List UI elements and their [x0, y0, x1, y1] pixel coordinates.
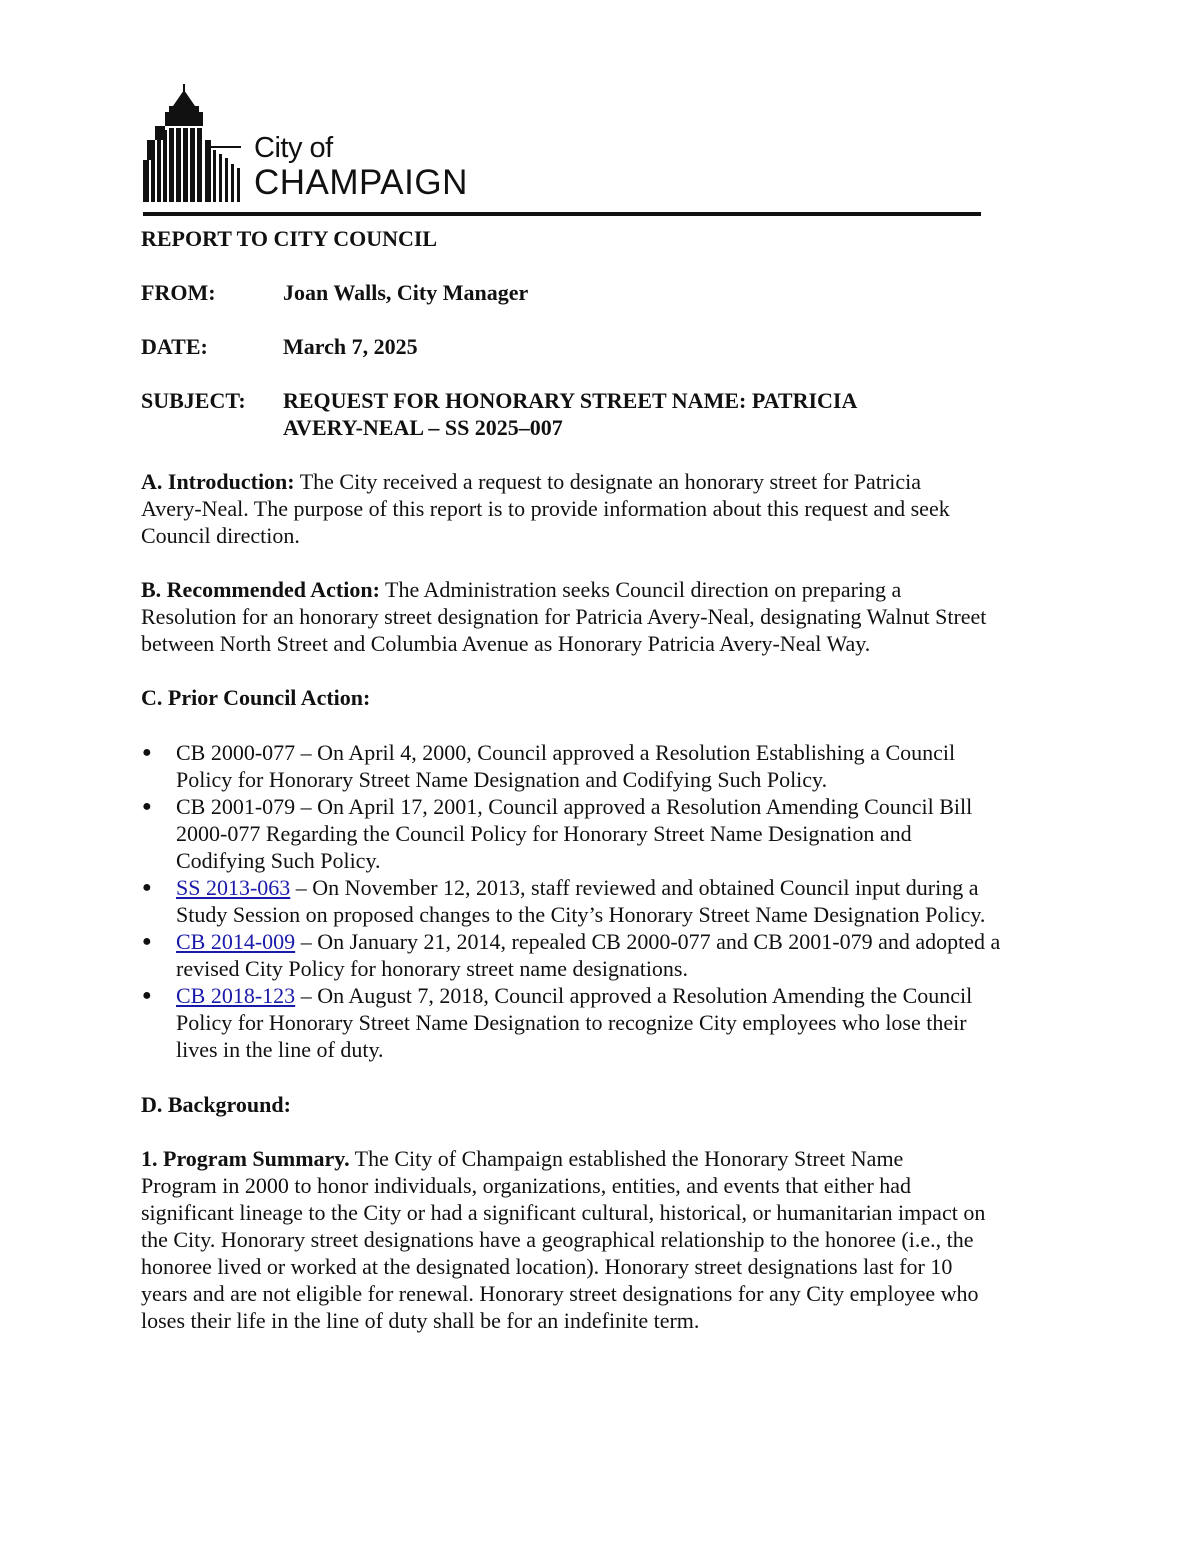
- list-item-line: lives in the line of duty.: [176, 1037, 384, 1062]
- introduction-line-2: Avery-Neal. The purpose of this report is to provide information about this request and seek: [141, 496, 950, 521]
- cb-2018-123-link[interactable]: CB 2018-123: [176, 983, 296, 1008]
- background-heading: D. Background:: [141, 1092, 291, 1117]
- list-item-text: – On January 21, 2014, repealed CB 2000-077 and CB 2001-079 and adopted a: [295, 929, 1001, 954]
- list-item-line: 2000-077 Regarding the Council Policy for Honorary Street Name Designation and: [176, 821, 912, 846]
- recommended-action-line-3: between North Street and Columbia Avenue as Honorary Patricia Avery-Neal Way.: [141, 631, 871, 656]
- list-item-line: revised City Policy for honorary street name designations.: [176, 956, 688, 981]
- prior-council-action-heading: C. Prior Council Action:: [141, 685, 371, 710]
- program-summary-line-2: Program in 2000 to honor individuals, organizations, entities, and events that either had: [141, 1173, 912, 1198]
- logo-wordmark: [254, 134, 468, 200]
- list-item-line: Policy for Honorary Street Name Designation and Codifying Such Policy.: [176, 767, 828, 792]
- ss-2013-063-link[interactable]: SS 2013-063: [176, 875, 291, 900]
- subject-value-line1: REQUEST FOR HONORARY STREET NAME: PATRICIA: [283, 388, 858, 413]
- date-label: DATE:: [141, 334, 208, 359]
- recommended-action-heading: B. Recommended Action:: [141, 577, 380, 602]
- recommended-action-line-2: Resolution for an honorary street designation for Patricia Avery-Neal, designating Walnut Street: [141, 604, 987, 629]
- list-item-line: [176, 982, 1071, 1009]
- program-summary-heading: 1. Program Summary.: [141, 1146, 350, 1171]
- recommended-action-line-1: [141, 576, 901, 603]
- list-item-line: Policy for Honorary Street Name Designation to recognize City employees who lose their: [176, 1010, 967, 1035]
- introduction-text-1: The City received a request to designate an honorary street for Patricia: [294, 469, 921, 494]
- introduction-line-1: [141, 468, 921, 495]
- report-title: REPORT TO CITY COUNCIL: [141, 226, 438, 251]
- introduction-heading: A. Introduction:: [141, 469, 295, 494]
- list-item-text: – On November 12, 2013, staff reviewed and obtained Council input during a: [290, 875, 979, 900]
- bullet-icon: ●: [142, 933, 152, 950]
- logo-champaign: CHAMPAIGN: [254, 163, 468, 202]
- cb-2014-009-link[interactable]: CB 2014-009: [176, 929, 296, 954]
- list-item-line: Codifying Such Policy.: [176, 848, 381, 873]
- bullet-icon: ●: [142, 798, 152, 815]
- list-item-line: CB 2000-077 – On April 4, 2000, Council approved a Resolution Establishing a Council: [176, 740, 956, 765]
- list-item: [141, 874, 1071, 928]
- introduction-line-3: Council direction.: [141, 523, 300, 548]
- program-summary-line-3: significant lineage to the City or had a significant cultural, historical, or humanitarian impact on: [141, 1200, 986, 1225]
- date-value: March 7, 2025: [283, 334, 418, 359]
- list-item-line: CB 2001-079 – On April 17, 2001, Council approved a Resolution Amending Council Bill: [176, 794, 973, 819]
- list-item-line: [176, 928, 1071, 955]
- program-summary-line-5: honoree lived or worked at the designated location). Honorary street designations last for 10: [141, 1254, 953, 1279]
- subject-label: SUBJECT:: [141, 388, 246, 413]
- list-item-line: [176, 874, 1071, 901]
- bullet-icon: ●: [142, 987, 152, 1004]
- list-item: [141, 928, 1071, 982]
- from-label: FROM:: [141, 280, 216, 305]
- city-logo: [143, 84, 483, 208]
- bullet-icon: ●: [142, 744, 152, 761]
- program-summary-line-1: [141, 1145, 903, 1172]
- recommended-action-text-1: The Administration seeks Council direction on preparing a: [379, 577, 902, 602]
- prior-council-action-list: [141, 739, 1071, 1063]
- program-summary-line-7: loses their life in the line of duty shall be for an indefinite term.: [141, 1308, 700, 1333]
- list-item-line: Study Session on proposed changes to the City’s Honorary Street Name Designation Policy.: [176, 902, 986, 927]
- program-summary-line-4: the City. Honorary street designations have a geographical relationship to the honoree (i.e., the: [141, 1227, 974, 1252]
- program-summary-text-1: The City of Champaign established the Honorary Street Name: [349, 1146, 904, 1171]
- program-summary-line-6: years and are not eligible for renewal. Honorary street designations for any City employee who: [141, 1281, 979, 1306]
- subject-value-line2: AVERY-NEAL – SS 2025–007: [283, 415, 563, 440]
- building-icon: [143, 84, 253, 208]
- header-divider: [143, 212, 981, 216]
- list-item-text: – On August 7, 2018, Council approved a Resolution Amending the Council: [295, 983, 973, 1008]
- logo-city-of: City of: [254, 132, 333, 164]
- bullet-icon: ●: [142, 879, 152, 896]
- list-item: [141, 982, 1071, 1063]
- from-value: Joan Walls, City Manager: [283, 280, 529, 305]
- list-item: [141, 793, 1071, 874]
- list-item: [141, 739, 1071, 793]
